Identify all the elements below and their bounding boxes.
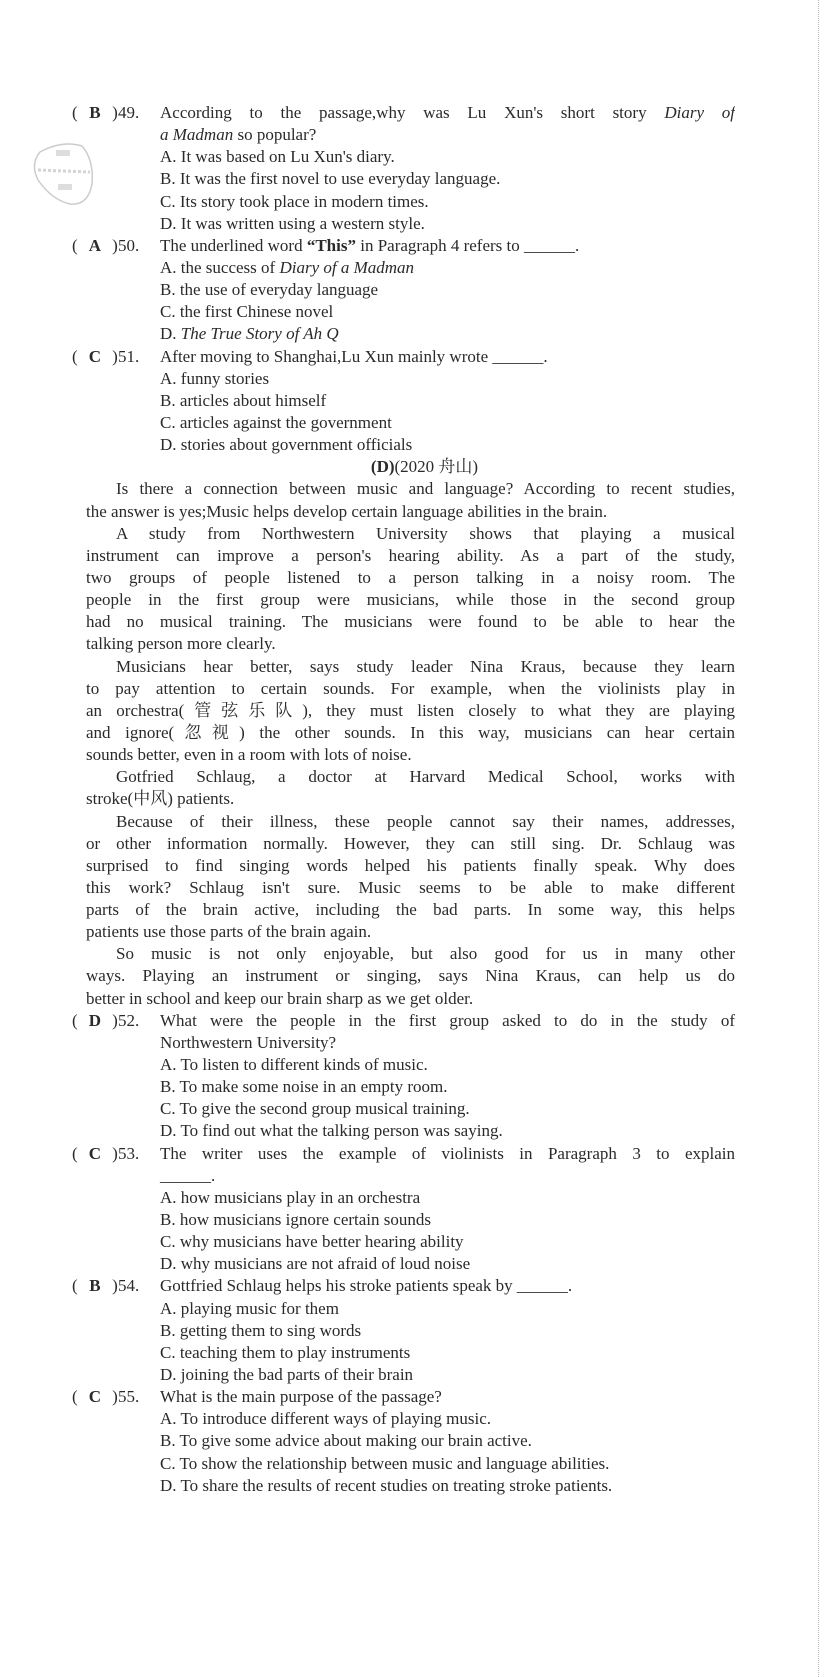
paragraph-line	[0, 545, 829, 567]
answer-option	[0, 1320, 829, 1342]
question-number: 50.	[118, 235, 140, 255]
paragraph-line	[0, 833, 829, 855]
paragraph-line	[0, 766, 829, 788]
answer-option	[0, 257, 829, 279]
option-text: A. funny stories	[160, 368, 270, 388]
paragraph-text: talking person more clearly.	[86, 634, 276, 654]
answer-mark: ( C )	[72, 346, 118, 368]
answer-mark: ( D )	[72, 1010, 118, 1032]
paragraph-text: instrument can improve a person's hearing ability. As a part of the study,	[86, 545, 735, 565]
question-49	[0, 102, 829, 235]
question-54	[0, 1275, 829, 1386]
question-stem-line	[0, 102, 829, 124]
option-text: D. joining the bad parts of their brain	[160, 1365, 414, 1385]
answer-mark: ( C )	[72, 1386, 118, 1408]
paragraph-text: Is there a connection between music and language? According to recent studies,	[116, 479, 735, 499]
answer-option	[0, 1253, 829, 1275]
paragraph-line	[0, 633, 829, 655]
paragraph-text: and ignore(忽视) the other sounds. In this way, musicians can hear certain	[86, 722, 735, 742]
paragraph-text: better in school and keep our brain sharp as we get older.	[86, 988, 474, 1008]
option-text: B. the use of everyday language	[160, 280, 379, 300]
option-text: A. To introduce different ways of playing music.	[160, 1409, 492, 1429]
option-text: D. stories about government officials	[160, 435, 413, 455]
answer-option	[0, 168, 829, 190]
question-stem-line	[0, 124, 829, 146]
question-55	[0, 1386, 829, 1497]
question-stem: According to the passage,why was Lu Xun's short story Diary of	[160, 103, 735, 122]
answer-letter: B	[89, 103, 101, 122]
paragraph-text: stroke(中风) patients.	[86, 789, 235, 809]
option-text: D. To share the results of recent studies on treating stroke patients.	[160, 1475, 613, 1495]
answer-letter: C	[88, 1387, 102, 1407]
paragraph-line	[0, 656, 829, 678]
answer-option	[0, 1076, 829, 1098]
question-stem: The writer uses the example of violinists in Paragraph 3 to explain	[160, 1143, 735, 1163]
answer-letter: C	[88, 1143, 102, 1163]
paragraph-text: sounds better, even in a room with lots of noise.	[86, 745, 412, 765]
option-text: D. To find out what the talking person was saying.	[160, 1121, 503, 1141]
option-text: C. the first Chinese novel	[160, 302, 334, 322]
answer-letter: D	[88, 1010, 102, 1030]
answer-option	[0, 1231, 829, 1253]
answer-option	[0, 1098, 829, 1120]
paragraph-line	[0, 567, 829, 589]
option-text: B. articles about himself	[160, 390, 327, 410]
answer-option	[0, 368, 829, 390]
question-stem: a Madman so popular?	[160, 125, 317, 145]
answer-mark: ( B )	[72, 102, 118, 124]
question-stem: ______.	[160, 1165, 216, 1185]
question-number: 52.	[118, 1010, 140, 1030]
passage-paragraph	[0, 478, 829, 522]
paragraph-line	[0, 744, 829, 766]
question-stem-line	[0, 346, 829, 368]
option-text: C. To show the relationship between music and language abilities.	[160, 1453, 610, 1473]
answer-letter: A	[88, 235, 102, 255]
option-text: A. It was based on Lu Xun's diary.	[160, 147, 395, 167]
document-page	[0, 102, 829, 1497]
paragraph-line	[0, 678, 829, 700]
answer-mark: ( C )	[72, 1143, 118, 1165]
question-number: 54.	[118, 1276, 140, 1296]
option-text: A. playing music for them	[160, 1298, 339, 1318]
answer-letter: C	[88, 346, 102, 366]
option-text: A. how musicians play in an orchestra	[160, 1187, 421, 1207]
answer-option	[0, 1054, 829, 1076]
paragraph-text: parts of the brain active, including the bad parts. In some way, this helps	[86, 900, 735, 920]
option-text: C. why musicians have better hearing ability	[160, 1232, 464, 1252]
paragraph-line	[0, 478, 829, 500]
question-stem-line	[0, 1010, 829, 1032]
paragraph-text: this work? Schlaug isn't sure. Music seems to be able to make different	[86, 877, 735, 897]
paragraph-line	[0, 855, 829, 877]
paragraph-line	[0, 921, 829, 943]
paragraph-text: to pay attention to certain sounds. For example, when the violinists play in	[86, 678, 735, 698]
answer-option	[0, 1342, 829, 1364]
option-text: C. To give the second group musical training.	[160, 1099, 470, 1119]
paragraph-text: surprised to find singing words helped his patients finally speak. Why does	[86, 855, 735, 875]
option-text: B. To make some noise in an empty room.	[160, 1077, 448, 1097]
answer-option	[0, 191, 829, 213]
paragraph-text: A study from Northwestern University shows that playing a musical	[116, 523, 735, 543]
question-number: 55.	[118, 1387, 140, 1407]
question-stem-line	[0, 1386, 829, 1408]
option-text: C. Its story took place in modern times.	[160, 191, 429, 211]
paragraph-line	[0, 611, 829, 633]
paragraph-line	[0, 943, 829, 965]
answer-option	[0, 279, 829, 301]
answer-option	[0, 390, 829, 412]
question-stem: After moving to Shanghai,Lu Xun mainly wrote ______.	[160, 346, 548, 366]
paragraph-text: ways. Playing an instrument or singing, says Nina Kraus, can help us do	[86, 966, 735, 986]
paragraph-line	[0, 501, 829, 523]
answer-letter: B	[89, 1276, 101, 1296]
paragraph-text: had no musical training. The musicians were found to be able to hear the	[86, 612, 735, 632]
paragraph-line	[0, 877, 829, 899]
question-53	[0, 1143, 829, 1276]
question-stem-line	[0, 1165, 829, 1187]
paragraph-line	[0, 700, 829, 722]
paragraph-text: Gotfried Schlaug, a doctor at Harvard Medical School, works with	[116, 767, 735, 787]
question-stem-line	[0, 235, 829, 257]
question-52	[0, 1010, 829, 1143]
paragraph-line	[0, 589, 829, 611]
option-text: D. The True Story of Ah Q	[160, 324, 339, 344]
question-number: 49.	[118, 103, 140, 122]
option-text: C. articles against the government	[160, 412, 392, 432]
passage-label: (D)	[370, 457, 395, 477]
paragraph-line	[0, 965, 829, 987]
paragraph-line	[0, 523, 829, 545]
passage-paragraph	[0, 943, 829, 1009]
answer-option	[0, 1209, 829, 1231]
question-number: 53.	[118, 1143, 140, 1163]
option-text: D. why musicians are not afraid of loud noise	[160, 1254, 471, 1274]
question-stem-line	[0, 1275, 829, 1297]
answer-option	[0, 1453, 829, 1475]
option-text: A. the success of Diary of a Madman	[160, 257, 415, 277]
passage-paragraph	[0, 766, 829, 810]
question-stem: Gottfried Schlaug helps his stroke patients speak by ______.	[160, 1276, 573, 1296]
paragraph-text: patients use those parts of the brain again.	[86, 922, 372, 942]
passage-paragraph	[0, 523, 829, 656]
paragraph-text: an orchestra(管弦乐队), they must listen closely to what they are playing	[86, 700, 735, 720]
answer-option	[0, 412, 829, 434]
option-text: B. getting them to sing words	[160, 1320, 362, 1340]
passage-paragraph	[0, 656, 829, 767]
answer-option	[0, 1364, 829, 1386]
passage-source: (2020 舟山)	[394, 457, 479, 477]
paragraph-text: Musicians hear better, says study leader Nina Kraus, because they learn	[116, 656, 735, 676]
answer-option	[0, 213, 829, 235]
answer-option	[0, 1430, 829, 1452]
question-stem: What were the people in the first group asked to do in the study of	[160, 1010, 735, 1030]
paragraph-line	[0, 811, 829, 833]
option-text: C. teaching them to play instruments	[160, 1342, 411, 1362]
option-text: B. how musicians ignore certain sounds	[160, 1210, 432, 1230]
question-stem: Northwestern University?	[160, 1032, 337, 1052]
paragraph-text: or other information normally. However, they can still sing. Dr. Schlaug was	[86, 833, 735, 853]
passage-heading	[0, 456, 829, 478]
paragraph-line	[0, 788, 829, 810]
question-stem: The underlined word “This” in Paragraph 4 refers to ______.	[160, 235, 580, 255]
answer-option	[0, 1298, 829, 1320]
question-51	[0, 346, 829, 457]
answer-option	[0, 1187, 829, 1209]
question-stem-line	[0, 1143, 829, 1165]
question-stem-line	[0, 1032, 829, 1054]
paragraph-text: people in the first group were musicians, while those in the second group	[86, 590, 735, 610]
answer-option	[0, 1408, 829, 1430]
paragraph-text: the answer is yes;Music helps develop certain language abilities in the brain.	[86, 501, 608, 521]
question-50	[0, 235, 829, 346]
answer-mark: ( B )	[72, 1275, 118, 1297]
answer-option	[0, 146, 829, 168]
passage-paragraph	[0, 811, 829, 944]
answer-option	[0, 434, 829, 456]
question-number: 51.	[118, 346, 140, 366]
paragraph-line	[0, 722, 829, 744]
answer-option	[0, 1475, 829, 1497]
answer-option	[0, 301, 829, 323]
answer-mark: ( A )	[72, 235, 118, 257]
option-text: B. To give some advice about making our brain active.	[160, 1431, 532, 1451]
question-stem: What is the main purpose of the passage?	[160, 1387, 442, 1407]
answer-option	[0, 1120, 829, 1142]
paragraph-text: So music is not only enjoyable, but also good for us in many other	[116, 944, 735, 964]
paragraph-text: Because of their illness, these people cannot say their names, addresses,	[116, 811, 735, 831]
option-text: D. It was written using a western style.	[160, 213, 425, 233]
paragraph-line	[0, 988, 829, 1010]
paragraph-line	[0, 899, 829, 921]
option-text: A. To listen to different kinds of music.	[160, 1055, 428, 1075]
option-text: B. It was the first novel to use everyday language.	[160, 169, 501, 189]
paragraph-text: two groups of people listened to a person talking in a noisy room. The	[86, 567, 735, 587]
answer-option	[0, 323, 829, 345]
